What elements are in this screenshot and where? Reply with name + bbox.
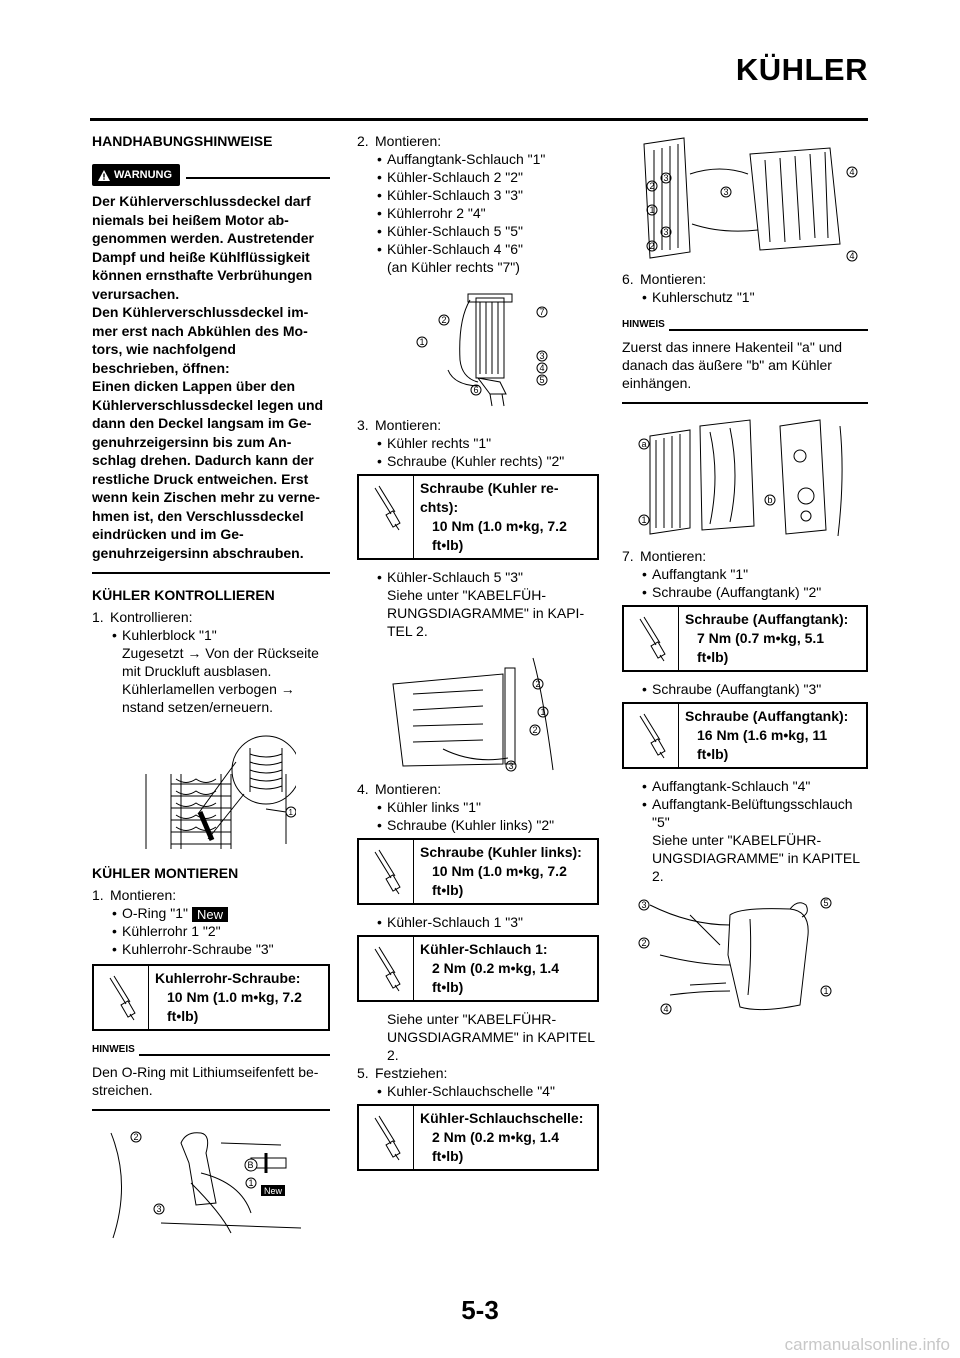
step-number: 1. [92,887,104,903]
figure-new-label: New [264,1186,283,1196]
spec-value: 10 Nm (1.0 m•kg, 7.2 [432,863,567,879]
sub-line: nstand setzen/erneuern. [122,699,273,715]
step-number: 4. [357,781,369,797]
step-label: Montieren: [375,781,442,797]
svg-text:1: 1 [540,707,546,717]
svg-text:5: 5 [823,898,829,908]
svg-text:3: 3 [663,173,669,183]
spec-value: ft•lb) [697,649,729,665]
step-label: Montieren: [110,887,177,903]
warning-line: Den Kühlerverschlussdeckel im- [92,304,309,320]
spec-name: Schraube (Auffangtank): [685,611,849,627]
svg-text:1: 1 [248,1178,254,1188]
step-1 [92,886,330,904]
list-item: • Schraube (Auffangtank) "3" [640,680,868,698]
spec-text [414,476,597,558]
step-number: 6. [622,271,634,287]
warning-line: mer erst nach Abkühlen des Mo- [92,322,308,339]
spec-text [679,607,866,670]
hinweis-rule [139,1054,330,1056]
spec-value: 2 Nm (0.2 m•kg, 1.4 [432,1129,560,1145]
hinweis-label: HINWEIS [622,319,665,330]
list-item: • Kühlerrohr 2 "4" [375,204,599,222]
step-number: 1. [92,609,104,625]
spec-name: Kuhlerrohr-Schraube: [155,970,301,986]
list-item: • Schraube (Auffangtank) "2" [640,583,868,601]
sub-text [122,644,330,716]
warning-line: tors, wie nachfolgend [92,341,236,357]
sub-text [652,813,868,885]
svg-text:7: 7 [539,307,545,317]
sub-line: Kühlerlamellen verbogen → [122,681,295,697]
warning-line: restliche Druck entweichen. Erst [92,470,309,487]
hinweis-line: Den O-Ring mit Lithiumseifenfett be- [92,1064,319,1080]
section-heading-install: KÜHLER MONTIEREN [92,865,239,881]
warning-line: genuhrzeigersinn abschrauben. [92,544,304,561]
spec-value: 16 Nm (1.6 m•kg, 11 [697,727,828,743]
svg-text:3: 3 [508,761,514,771]
warning-line: verursachen. [92,285,180,302]
spec-value: ft•lb) [432,537,464,553]
warning-line: beschrieben, öffnen: [92,359,230,376]
list-item: • Kühler-Schlauch 2 "2" [375,168,599,186]
sub-line: 2. [387,1047,399,1063]
svg-text:3: 3 [539,351,545,361]
step-number: 2. [357,133,369,149]
step-number: 3. [357,417,369,433]
section-heading-handling: HANDHABUNGSHINWEISE [92,133,273,149]
sub-line: "5" [652,814,670,830]
warning-rule [186,177,330,179]
step-1 [92,608,330,626]
warning-line: können ernsthafte Verbrühungen [92,267,313,283]
spec-value: 7 Nm (0.7 m•kg, 5.1 [697,630,825,646]
sub-line: Siehe unter "KABELFÜHR- [652,832,822,848]
spec-name: chts): [420,499,459,515]
svg-text:4: 4 [849,167,855,177]
spec-value: ft•lb) [432,882,464,898]
warning-line: Dampf und heiße Kühlflüssigkeit [92,248,310,265]
list-item: • Kühlerrohr 1 "2" [110,922,330,940]
list-item: • Schraube (Kuhler links) "2" [375,816,599,834]
torque-wrench-icon [359,476,414,558]
svg-text:4: 4 [663,1004,669,1014]
svg-text:1: 1 [288,808,293,817]
header-rule [90,118,868,121]
list-item: • Kuhler-Schlauchschelle "4" [375,1082,599,1100]
svg-text:3: 3 [641,900,647,910]
list-item: • Kuhlerblock "1" [110,626,330,644]
step-number: 7. [622,548,634,564]
warning-line: hmen ist, den Verschlussdeckel [92,507,304,524]
svg-text:2: 2 [441,315,447,325]
torque-wrench-icon [359,1106,414,1169]
watermark: carmanualsonline.info [784,1335,950,1354]
hinweis-end-rule [92,1109,330,1111]
svg-text:5: 5 [539,375,545,385]
svg-text:2: 2 [532,725,538,735]
sub-text [387,1010,599,1064]
sub-line: RUNGSDIAGRAMME" in KAPI- [387,605,585,621]
sub-line: Zugesetzt → Von der Rückseite [122,645,319,661]
list-item: • Kühler-Schlauch 5 "3" [375,568,599,586]
list-item: • Kühler-Schlauch 3 "3" [375,186,599,204]
spec-text [149,966,328,1029]
svg-text:b: b [767,495,773,505]
warning-line: niemals bei heißem Motor ab- [92,211,289,228]
svg-text:2: 2 [535,679,541,689]
list-item: • Kuhlerrohr-Schraube "3" [110,940,330,958]
step-label: Montieren: [375,133,442,149]
svg-text:3: 3 [723,187,729,197]
hinweis-line: einhängen. [622,375,692,391]
section-heading-check: KÜHLER KONTROLLIEREN [92,587,275,603]
warning-triangle-icon [98,170,110,181]
list-item: • Kühler-Schlauch 4 "6" [375,240,599,258]
step-2 [357,132,599,150]
hinweis-line: danach das äußere "b" am Kühler [622,357,832,373]
warning-line: Der Kühlerverschlussdeckel darf [92,193,311,209]
spec-value: ft•lb) [432,1148,464,1164]
step-label: Festziehen: [375,1065,448,1081]
figure-label-b: B [247,1160,254,1170]
list-item: • Kühler-Schlauch 1 "3" [375,913,599,931]
torque-spec-box [357,474,599,560]
sub-line: TEL 2. [387,623,428,639]
svg-text:1: 1 [649,205,655,215]
torque-spec-box [622,605,868,672]
warning-line: dann den Deckel langsam im Ge- [92,415,312,431]
torque-spec-box [357,1104,599,1171]
torque-spec-box [622,702,868,769]
step-6 [622,270,868,288]
radiator-guard-hooks-illustration [630,416,860,541]
right-radiator-hoses-illustration [398,290,558,410]
sub-line: 2. [652,868,664,884]
list-item: • Auffangtank "1" [640,565,868,583]
svg-text:1: 1 [419,337,425,347]
column-1 [92,132,330,1249]
sub-line: (an Kühler rechts "7") [387,259,520,275]
warning-line: Kühlerverschlussdeckel legen und [92,396,324,413]
warning-line: schlag drehen. Dadurch kann der [92,452,314,468]
step-3 [357,416,599,434]
step-label: Montieren: [640,548,707,564]
torque-wrench-icon [94,966,149,1029]
warning-badge [92,164,180,186]
hinweis-line: Zuerst das innere Hakenteil "a" und [622,339,843,355]
spec-value: 2 Nm (0.2 m•kg, 1.4 [432,960,560,976]
spec-value: ft•lb) [432,979,464,995]
hinweis-label: HINWEIS [92,1044,135,1055]
svg-text:4: 4 [539,363,545,373]
spec-text [414,840,597,903]
spec-value: 10 Nm (1.0 m•kg, 7.2 [167,989,302,1005]
spec-text [414,1106,597,1169]
torque-wrench-icon [359,840,414,903]
warning-label: WARNUNG [114,169,173,181]
list-item: • Schraube (Kuhler rechts) "2" [375,452,599,470]
column-2 [357,132,599,1179]
sub-line: UNGSDIAGRAMME" in KAPITEL [652,850,861,866]
torque-spec-box [92,964,330,1031]
step-4 [357,780,599,798]
warning-end-rule [92,572,330,574]
page-title: KÜHLER [735,52,868,87]
spec-name: Schraube (Kuhler links): [420,844,582,860]
spec-name: Kühler-Schlauchschelle: [420,1110,584,1126]
sub-text [387,586,599,640]
list-item-text: O-Ring "1" [122,905,188,921]
step-label: Montieren: [640,271,707,287]
hinweis-header [92,1041,330,1059]
svg-text:3: 3 [156,1204,162,1214]
svg-text:2: 2 [649,181,655,191]
svg-text:2: 2 [641,938,647,948]
torque-wrench-icon [624,607,679,670]
sub-line: Siehe unter "KABELFÜHR- [387,1011,557,1027]
warning-header [92,164,330,186]
torque-wrench-icon [359,937,414,1000]
spec-text [679,704,866,767]
hinweis-line: streichen. [92,1082,153,1098]
spec-value: 10 Nm (1.0 m•kg, 7.2 [432,518,567,534]
step-number: 5. [357,1065,369,1081]
svg-text:6: 6 [473,385,479,395]
step-7 [622,547,868,565]
spec-value: ft•lb) [697,746,729,762]
new-badge: New [192,907,228,922]
column-3 [622,132,868,1021]
left-radiator-illustration [383,654,573,774]
list-item: • Auffangtank-Schlauch "1" [375,150,599,168]
sub-line: UNGSDIAGRAMME" in KAPITEL [387,1029,596,1045]
page-number: 5-3 [461,1295,499,1325]
svg-text:1: 1 [641,515,647,525]
svg-text:2: 2 [133,1132,139,1142]
sub-line: mit Druckluft ausblasen. [122,663,272,679]
reservoir-tank-illustration [630,895,860,1015]
torque-spec-box [357,838,599,905]
warning-line: eindrücken und im Ge- [92,526,244,542]
spec-text [414,937,597,1000]
step-5 [357,1064,599,1082]
spec-name: Schraube (Auffangtank): [685,708,849,724]
list-item [110,904,330,922]
hinweis-header [622,316,868,334]
warning-line: genuhrzeigersinn bis zum An- [92,433,292,450]
step-label: Montieren: [375,417,442,433]
spec-value: ft•lb) [167,1008,199,1024]
sub-line: Siehe unter "KABELFÜH- [387,587,547,603]
list-item: • Auffangtank-Belüftungsschlauch [640,795,868,813]
list-item: • Kühler-Schlauch 5 "5" [375,222,599,240]
svg-text:2: 2 [649,241,655,251]
spec-name: Schraube (Kuhler re- [420,480,559,496]
hinweis-rule [669,329,868,331]
torque-spec-box [357,935,599,1002]
radiator-pipe-illustration [101,1123,321,1243]
svg-text:4: 4 [849,251,855,261]
warning-text [92,192,330,562]
svg-text:a: a [641,439,647,449]
list-item: • Kühler links "1" [375,798,599,816]
svg-text:3: 3 [663,227,669,237]
warning-line: genommen werden. Austretender [92,230,314,246]
list-item: • Kühler rechts "1" [375,434,599,452]
list-item: • Auffangtank-Schlauch "4" [640,777,868,795]
spec-name: Kühler-Schlauch 1: [420,941,548,957]
radiator-core-illustration [126,734,296,854]
step-label: Kontrollieren: [110,609,193,625]
warning-line: Einen dicken Lappen über den [92,378,296,394]
warning-line: wenn kein Zischen mehr zu verne- [92,489,320,505]
svg-text:1: 1 [823,986,829,996]
hinweis-end-rule [622,402,868,404]
torque-wrench-icon [624,704,679,767]
list-item: • Kuhlerschutz "1" [640,288,868,306]
radiator-guard-illustration [630,134,860,264]
